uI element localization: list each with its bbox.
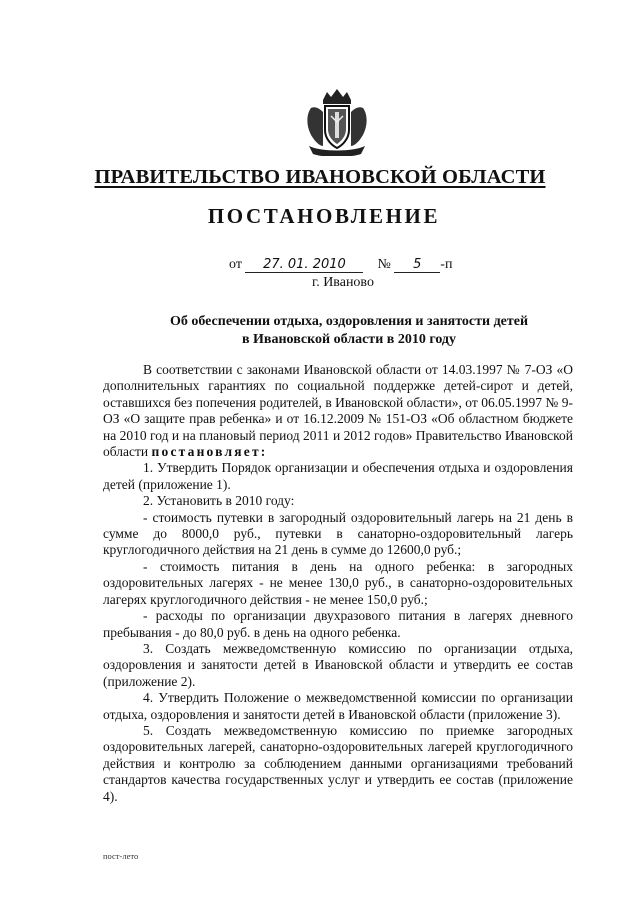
item-1: 1. Утвердить Порядок организации и обеспечения отдыха и оздоровления детей (приложение 1). <box>103 460 573 492</box>
item-5: 5. Создать межведомственную комиссию по приемке загородных оздоровительных лагерей, санаторно-оздоровительных лагерей круглогодичного действия и контролю за соблюдением данными организациями требований стандартов качества государственных услуг и утвердить ее состав (приложение 4). <box>103 722 573 804</box>
item-2: 2. Установить в 2010 году: <box>143 493 295 509</box>
government-name: ПРАВИТЕЛЬСТВО ИВАНОВСКОЙ ОБЛАСТИ <box>94 166 546 188</box>
date-prefix: от <box>229 257 242 272</box>
heading-line: в Ивановской области в 2010 году <box>241 332 457 347</box>
item-2-voucher-cost: - стоимость путевки в загородный оздоровительный лагерь на 21 день в сумме до 8000,0 руб., путевки в санаторно-оздоровительный лагерь круглогодичного действия на 21 день в сумме до 12600,0 руб.; <box>103 509 573 558</box>
footer-note: пост-лето <box>103 851 139 861</box>
item-2-day-camp-meals: - расходы по организации двухразового питания в лагерях дневного пребывания - до 80,0 руб. в день на одного ребенка. <box>103 608 573 640</box>
coat-of-arms-emblem-icon <box>301 86 373 156</box>
decree-word: постановляет: <box>151 444 268 460</box>
number-suffix: -п <box>440 257 453 272</box>
city: г. Иваново <box>312 275 374 290</box>
number-sign: № <box>377 257 391 272</box>
document-number: 5 <box>394 257 440 273</box>
preamble-paragraph <box>103 362 573 460</box>
date-number-line <box>229 257 452 273</box>
item-4: 4. Утвердить Положение о межведомственной комиссии по организации отдыха, оздоровления и занятости детей в Ивановской области (приложение 3). <box>103 690 573 722</box>
date-value: 27. 01. 2010 <box>245 257 363 273</box>
document-heading <box>130 313 568 349</box>
heading-line: Об обеспечении отдыха, оздоровления и занятости детей <box>169 314 529 329</box>
document-type-title: ПОСТАНОВЛЕНИЕ <box>207 204 441 228</box>
document-body <box>103 362 573 805</box>
item-2-meal-cost: - стоимость питания в день на одного ребенка: в загородных оздоровительных лагерях - не менее 130,0 руб., в санаторно-оздоровительных лагерях круглогодичного действия - не менее 150,0 руб.; <box>103 558 573 607</box>
item-3: 3. Создать межведомственную комиссию по организации отдыха, оздоровления и занятости детей в Ивановской области и утвердить ее состав (приложение 2). <box>103 640 573 689</box>
preamble-text: В соответствии с законами Ивановской области от 14.03.1997 № 7-ОЗ «О дополнительных гарантиях по социальной поддержке детей-сирот и детей, оставшихся без попечения родителей, в Ивановской области», от 06.05.1997 № 9-ОЗ «О защите прав ребенка» и от 16.12.2009 № 151-ОЗ «Об областном бюджете на 2010 год и на плановый период 2011 и 2012 годов» Правительство Ивановской области <box>103 362 573 460</box>
